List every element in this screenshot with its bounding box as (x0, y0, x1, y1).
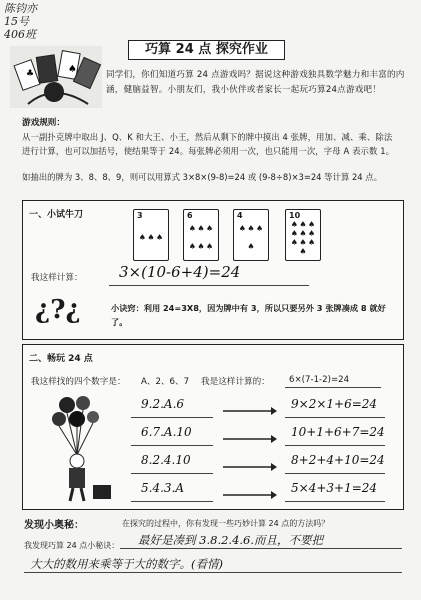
row-calc: 8+2+4+10=24 (291, 453, 385, 467)
spade-icon: ♠ (308, 219, 316, 229)
discovery-answer-line1: 最好是凑到 3.8.2.4.6.而且，不要把 (138, 533, 324, 547)
spade-icon: ♠ (197, 224, 205, 233)
row-calc: 9×2×1+6=24 (291, 397, 378, 411)
card-rank: 3 (137, 211, 143, 220)
spade-icon: ♠ (299, 237, 307, 247)
intro-paragraph: 同学们，你们知道巧算 24 点游戏吗？据说这种游戏独具数学魅力和丰富的内涵，健脑益智。小朋友们，我小伙伴或者家长一起玩巧算24点游戏吧！ (106, 70, 405, 95)
card-pips (238, 220, 264, 256)
spade-icon: ♠ (238, 224, 246, 233)
spade-icon: ♠ (247, 224, 255, 233)
answer-underline (120, 548, 402, 549)
section-trial-title: 一、小试牛刀 (29, 210, 84, 220)
discovery-lead: 我发现巧算 24 点小秘诀： (24, 541, 120, 550)
spade-icon: ♠ (188, 224, 196, 233)
answer-underline (109, 285, 309, 286)
row-underline (285, 445, 385, 446)
spade-icon: ♠ (256, 224, 264, 233)
card-rank: 6 (187, 211, 193, 220)
given-calc: 6×(7-1-2)=24 (289, 375, 350, 385)
spade-icon: ♠ (156, 233, 164, 242)
row-numbers: 9.2.A.6 (141, 397, 185, 411)
example-paragraph: 如抽出的牌为 3、8、8、9，则可以用算式 3×8×(9-8)=24 或 (9-8÷8)×3=24 等计算 24 点。 (22, 172, 383, 182)
playing-card (233, 209, 269, 261)
spade-icon: ♠ (308, 228, 316, 238)
arrow-right-icon (223, 435, 277, 443)
row-underline (131, 417, 213, 418)
row-calc: 5×4+3+1=24 (291, 481, 378, 495)
row-underline (285, 417, 385, 418)
spade-icon: ♠ (138, 233, 146, 242)
row-calc: 10+1+6+7=24 (291, 425, 385, 439)
tip-paragraph: 小诀窍：利用 24=3X8，因为牌中有 3，所以只要另外 3 张牌凑成 8 就好了。 (111, 303, 386, 327)
given-mid-label: 我是这样计算的： (201, 377, 270, 387)
row-underline (131, 473, 213, 474)
section-trial (22, 200, 404, 340)
playing-card (133, 209, 169, 261)
row-underline (285, 473, 385, 474)
spade-icon: ♠ (290, 237, 298, 247)
spade-icon: ♠ (308, 237, 316, 247)
handwritten-name (4, 2, 44, 41)
boy-with-balloons-illustration (37, 395, 117, 503)
card-pips (138, 220, 164, 256)
spade-icon: ♠ (299, 219, 307, 229)
answer-underline (24, 572, 402, 573)
svg-text:♣: ♣ (26, 69, 35, 79)
card-rank: 4 (237, 211, 243, 220)
playing-card (183, 209, 219, 261)
calc-label: 我这样计算： (31, 273, 83, 283)
given-numbers: A、2、6、7 (141, 377, 190, 387)
student-class: 406班 (4, 28, 36, 41)
question-marks-icon: ¿?¿ (35, 295, 81, 325)
spade-icon: ♠ (147, 233, 155, 242)
arrow-right-icon (223, 491, 277, 499)
calc-answer-handwritten: 3×(10-6+4)=24 (119, 263, 241, 281)
arrow-right-icon (223, 407, 277, 415)
page-title: 巧算 24 点 探究作业 (128, 40, 285, 60)
spade-icon: ♠ (188, 242, 196, 251)
row-underline (285, 501, 385, 502)
given-underline (285, 387, 381, 388)
svg-text:♠: ♠ (68, 64, 77, 75)
arrow-right-icon (223, 463, 277, 471)
row-underline (131, 445, 213, 446)
spade-icon: ♠ (247, 242, 255, 251)
rules-heading: 游戏规则： (22, 118, 65, 128)
student-name: 陈钧亦 (4, 2, 37, 15)
student-number: 15号 (4, 15, 29, 28)
playing-card (285, 209, 321, 261)
section-play-title: 二、畅玩 24 点 (29, 354, 93, 364)
card-pips (188, 220, 214, 256)
playing-cards-illustration (8, 42, 104, 112)
discovery-question: 在探究的过程中，你有发现一些巧妙计算 24 点的方法吗？ (122, 519, 330, 528)
section-play (22, 344, 404, 510)
spade-icon: ♠ (299, 246, 307, 256)
spade-icon: ♠ (206, 242, 214, 251)
spade-icon: ♠ (197, 242, 205, 251)
row-numbers: 5.4.3.A (141, 481, 185, 495)
spade-icon: ♠ (290, 228, 298, 238)
spade-icon: ♠ (299, 228, 307, 238)
rules-paragraph: 从一副扑克牌中取出 J、Q、K 和大王、小王，然后从剩下的牌中摸出 4 张牌，用加、减、乘、除法进行计算，也可以加括号，使结果等于 24。每张牌必须用一次，也只能用一次，字母 A 表示数 1。 (22, 132, 395, 156)
card-pips (290, 220, 316, 256)
row-numbers: 6.7.A.10 (141, 425, 192, 439)
spade-icon: ♠ (290, 219, 298, 229)
card-rank: 10 (289, 211, 301, 220)
spade-icon: ♠ (206, 224, 214, 233)
discovery-answer-line2: 大大的数用来乘等于大的数字。(看情) (30, 557, 223, 571)
row-numbers: 8.2.4.10 (141, 453, 191, 467)
discovery-title: 发现小奥秘： (24, 520, 84, 531)
given-lead: 我这样找的四个数字是： (31, 377, 126, 387)
row-underline (131, 501, 213, 502)
